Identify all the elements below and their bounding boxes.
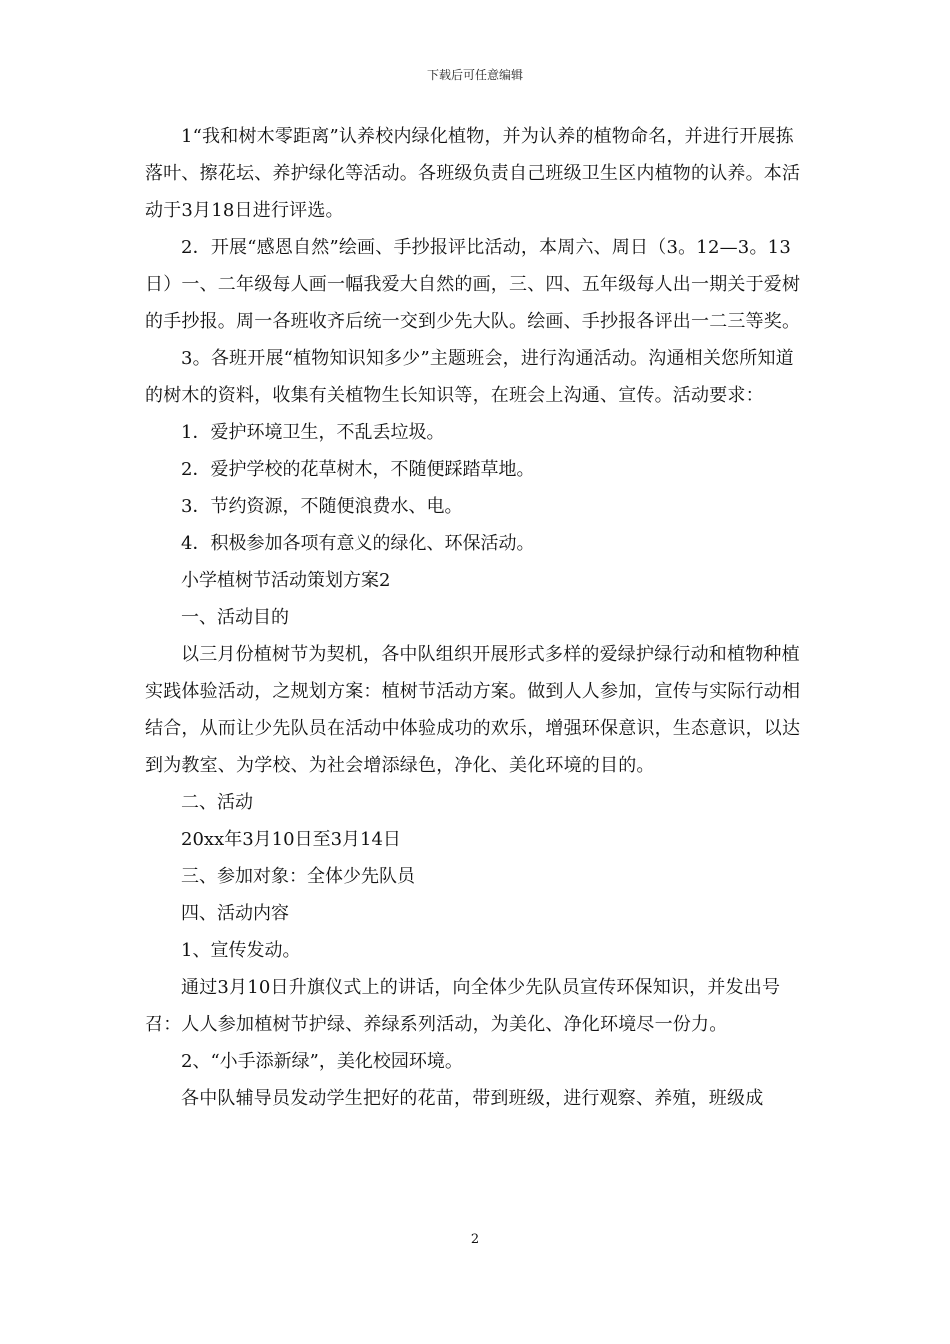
paragraph-drawing-contest: 2．开展“感恩自然”绘画、手抄报评比活动，本周六、周日（3。12—3。13日）一、二年级每人画一幅我爱大自然的画，三、四、五年级每人出一期关于爱树的手抄报。周一各班收齐后统一交到少先大队。绘画、手抄报各评出一二三等奖。 — [145, 237, 801, 332]
paragraph-class-meeting: 3。各班开展“植物知识知多少”主题班会，进行沟通活动。沟通相关您所知道的树木的资料，收集有关植物生长知识等，在班会上沟通、宣传。活动要求： — [145, 348, 794, 406]
heading-content: 四、活动内容 — [181, 903, 289, 924]
requirement-item-4: 4．积极参加各项有意义的绿化、环保活动。 — [181, 533, 535, 554]
page-header: 下载后可任意编辑 — [426, 68, 523, 82]
heading-purpose: 一、活动目的 — [181, 607, 289, 628]
subheading-green-campus: 2、“小手添新绿”，美化校园环境。 — [181, 1051, 463, 1072]
activity-dates: 20xx年3月10日至3月14日 — [181, 829, 401, 850]
subheading-publicity: 1、宣传发动。 — [181, 940, 301, 961]
paragraph-adopt-plants: 1“我和树木零距离”认养校内绿化植物，并为认养的植物命名，并进行开展拣落叶、擦花坛、养护绿化等活动。各班级负责自己班级卫生区内植物的认养。本活动于3月18日进行评选。 — [145, 126, 801, 221]
requirement-item-1: 1．爱护环境卫生，不乱丢垃圾。 — [181, 422, 445, 443]
section-title-plan-2: 小学植树节活动策划方案2 — [181, 570, 391, 591]
paragraph-publicity: 通过3月10日升旗仪式上的讲话，向全体少先队员宣传环保知识，并发出号召：人人参加植树节护绿、养绿系列活动，为美化、净化环境尽一份力。 — [145, 977, 781, 1035]
requirement-item-2: 2．爱护学校的花草树木，不随便踩踏草地。 — [181, 459, 535, 480]
paragraph-flower-seedlings: 各中队辅导员发动学生把好的花苗，带到班级，进行观察、养殖，班级成 — [181, 1088, 764, 1109]
document-body — [145, 118, 809, 1117]
page-number: 2 — [470, 1232, 480, 1247]
requirement-item-3: 3．节约资源，不随便浪费水、电。 — [181, 496, 463, 517]
paragraph-purpose: 以三月份植树节为契机，各中队组织开展形式多样的爱绿护绿行动和植物种植实践体验活动，之规划方案：植树节活动方案。做到人人参加，宣传与实际行动相结合，从而让少先队员在活动中体验成功的欢乐，增强环保意识，生态意识，以达到为教室、为学校、为社会增添绿色，净化、美化环境的目的。 — [145, 644, 801, 776]
heading-activity-time: 二、活动 — [181, 792, 253, 813]
heading-participants: 三、参加对象：全体少先队员 — [181, 866, 415, 887]
